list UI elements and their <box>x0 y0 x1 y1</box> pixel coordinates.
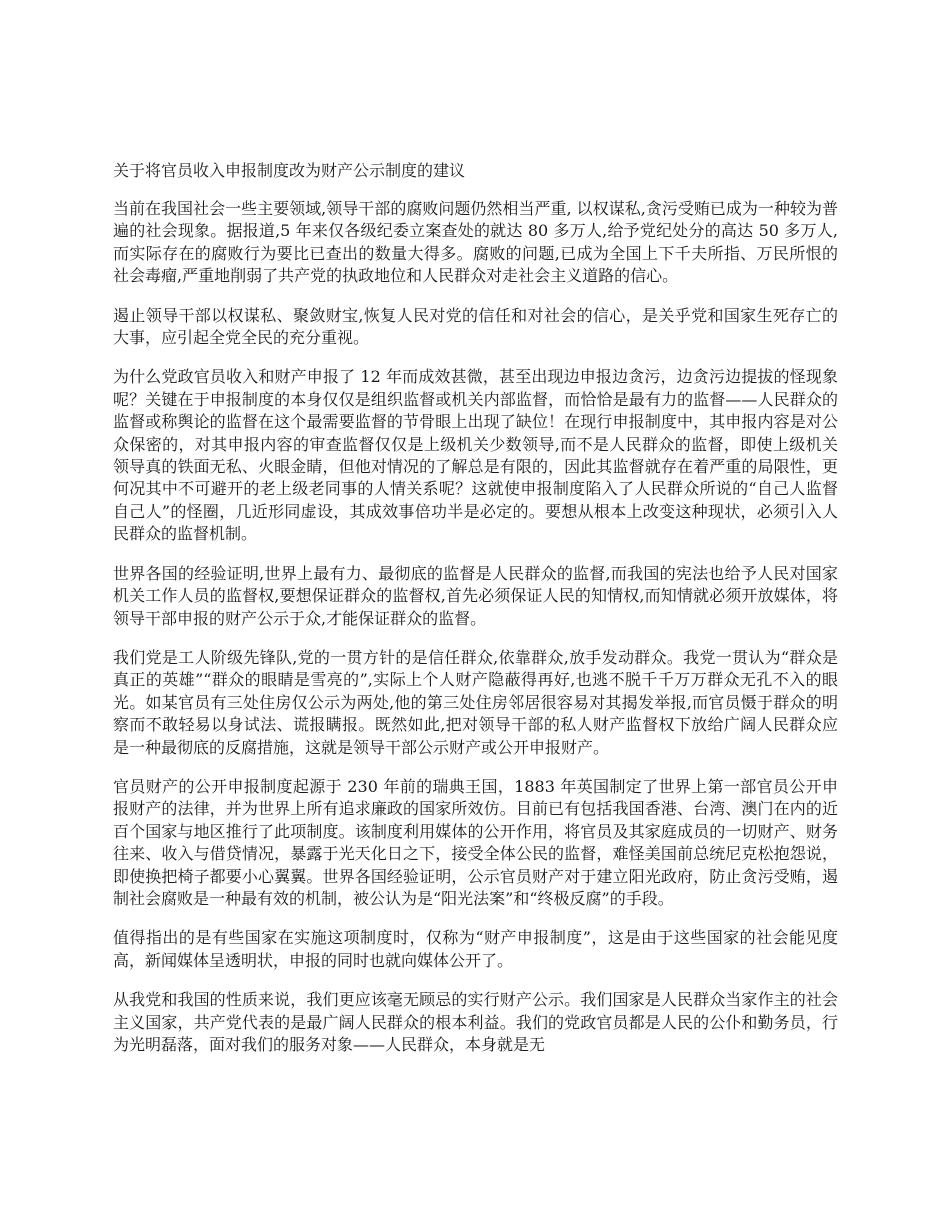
paragraph-7: 值得指出的是有些国家在实施这项制度时，仅称为“财产申报制度”，这是由于这些国家的社会能见度高，新闻媒体呈透明状，申报的同时也就向媒体公开了。 <box>113 928 838 970</box>
paragraph-4: 世界各国的经验证明,世界上最有力、最彻底的监督是人民群众的监督,而我国的宪法也给予人民对国家机关工作人员的监督权,要想保证群众的监督权,首先必须保证人民的知情权,而知情就必须开放媒体，将领导干部申报的财产公示于众,才能保证群众的监督。 <box>113 563 838 628</box>
document-title: 关于将官员收入申报制度改为财产公示制度的建议 <box>113 161 466 180</box>
paragraph-5: 我们党是工人阶级先锋队,党的一贯方针的是信任群众,依靠群众,放手发动群众。我党一贯认为“群众是真正的英雄”“群众的眼睛是雪亮的”,实际上个人财产隐蔽得再好,也逃不脱千千万万群众无孔不入的眼光。如某官员有三处住房仅公示为两处,他的第三处住房邻居很容易对其揭发举报,而官员慑于群众的明察而不敢轻易以身试法、谎报瞒报。既然如此,把对领导干部的私人财产监督权下放给广阔人民群众应是一种最彻底的反腐措施，这就是领导干部公示财产或公开申报财产。 <box>113 647 838 757</box>
paragraph-1: 当前在我国社会一些主要领域,领导干部的腐败问题仍然相当严重, 以权谋私,贪污受贿已成为一种较为普遍的社会现象。据报道,5 年来仅各级纪委立案查处的就达 80 多万人,给予党纪处分的高达 50 多万人,而实际存在的腐败行为要比已查出的数量大得多。腐败的问题,已成为全国上下千夫所指、万民所恨的社会毒瘤,严重地削弱了共产党的执政地位和人民群众对走社会主义道路的信心。 <box>113 199 838 286</box>
paragraph-8: 从我党和我国的性质来说，我们更应该毫无顾忌的实行财产公示。我们国家是人民群众当家作主的社会主义国家，共产党代表的是最广阔人民群众的根本利益。我们的党政官员都是人民的公仆和勤务员，行为光明磊落，面对我们的服务对象——人民群众，本身就是无 <box>113 990 838 1054</box>
paragraph-2: 遏止领导干部以权谋私、聚敛财宝,恢复人民对党的信任和对社会的信心，是关乎党和国家生死存亡的大事，应引起全党全民的充分重视。 <box>113 305 838 348</box>
paragraph-6: 官员财产的公开申报制度起源于 230 年前的瑞典王国，1883 年英国制定了世界上第一部官员公开申报财产的法律，并为世界上所有追求廉政的国家所效仿。目前已有包括我国香港、台湾、澳门在内的近百个国家与地区推行了此项制度。该制度利用媒体的公开作用，将官员及其家庭成员的一切财产、财务往来、收入与借贷情况，暴露于光天化日之下，接受全体公民的监督，难怪美国前总统尼克松抱怨说，即使换把椅子都要小心翼翼。世界各国经验证明，公示官员财产对于建立阳光政府，防止贪污受贿，遏制社会腐败是一种最有效的机制，被公认为是“阳光法案”和“终极反腐”的手段。 <box>113 776 838 908</box>
paragraph-3: 为什么党政官员收入和财产申报了 12 年而成效甚微，甚至出现边申报边贪污，边贪污边提拔的怪现象呢？关键在于申报制度的本身仅仅是组织监督或机关内部监督，而恰恰是最有力的监督——人民群众的监督或称舆论的监督在这个最需要监督的节骨眼上出现了缺位！在现行申报制度中，其申报内容是对公众保密的，对其申报内容的审查监督仅仅是上级机关少数领导,而不是人民群众的监督，即使上级机关领导真的铁面无私、火眼金睛，但他对情况的了解总是有限的，因此其监督就存在着严重的局限性，更何况其中不可避开的老上级老同事的人情关系呢？这就使申报制度陷入了人民群众所说的“自己人监督自己人”的怪圈，几近形同虚设，其成效事倍功半是必定的。要想从根本上改变这种现状，必须引入人民群众的监督机制。 <box>113 367 838 544</box>
document-page <box>113 160 838 1073</box>
